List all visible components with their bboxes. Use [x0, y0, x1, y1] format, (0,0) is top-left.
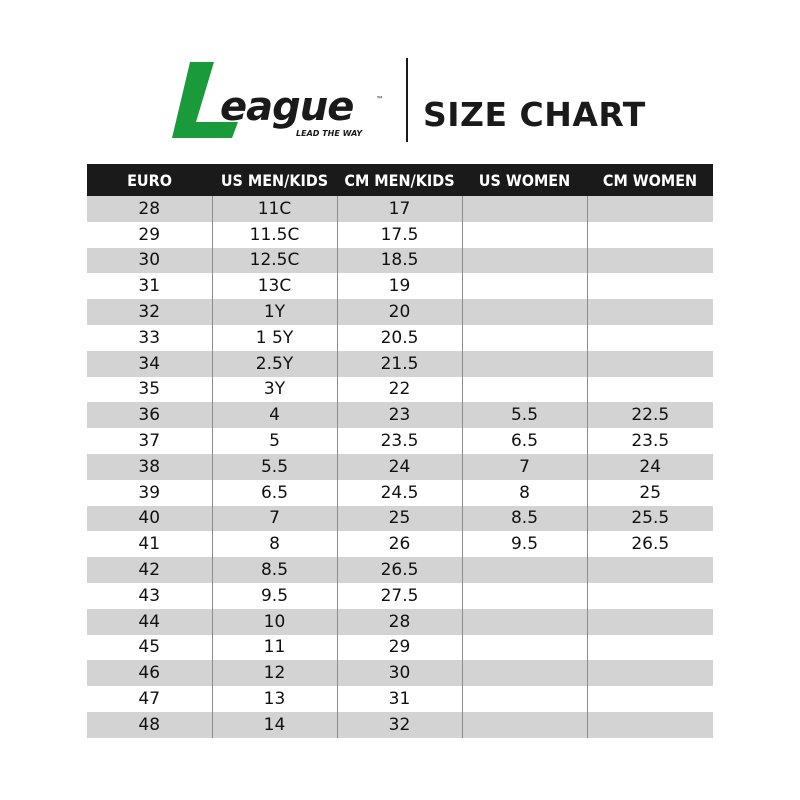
cell-euro: 38 [87, 454, 212, 480]
cell-cm-men-kids: 17 [337, 196, 462, 222]
svg-text:™: ™ [376, 95, 384, 104]
header-us-men-kids: US MEN/KIDS [212, 164, 337, 196]
table-row [87, 248, 713, 274]
cell-us-women [462, 557, 587, 583]
cell-cm-men-kids: 32 [337, 712, 462, 738]
cell-euro: 31 [87, 273, 212, 299]
cell-cm-women [587, 557, 713, 583]
cell-us-men-kids: 5.5 [212, 454, 337, 480]
cell-us-men-kids: 3Y [212, 377, 337, 403]
cell-us-women [462, 273, 587, 299]
table-row [87, 196, 713, 222]
cell-cm-women [587, 351, 713, 377]
cell-euro: 36 [87, 402, 212, 428]
cell-euro: 28 [87, 196, 212, 222]
cell-us-men-kids: 10 [212, 609, 337, 635]
cell-cm-women: 26.5 [587, 531, 713, 557]
cell-euro: 42 [87, 557, 212, 583]
cell-cm-women [587, 609, 713, 635]
cell-cm-men-kids: 24.5 [337, 480, 462, 506]
cell-us-women [462, 248, 587, 274]
cell-us-women: 5.5 [462, 402, 587, 428]
cell-cm-men-kids: 27.5 [337, 583, 462, 609]
table-row [87, 299, 713, 325]
cell-us-women [462, 609, 587, 635]
cell-euro: 47 [87, 686, 212, 712]
cell-us-women [462, 712, 587, 738]
header-divider [406, 58, 408, 142]
cell-us-men-kids: 4 [212, 402, 337, 428]
cell-cm-men-kids: 25 [337, 506, 462, 532]
table-row [87, 609, 713, 635]
cell-us-men-kids: 8 [212, 531, 337, 557]
cell-euro: 48 [87, 712, 212, 738]
table-row [87, 480, 713, 506]
cell-cm-women [587, 712, 713, 738]
cell-euro: 43 [87, 583, 212, 609]
table-body [87, 196, 713, 738]
table-row [87, 454, 713, 480]
cell-us-women [462, 299, 587, 325]
cell-cm-men-kids: 17.5 [337, 222, 462, 248]
cell-cm-men-kids: 23 [337, 402, 462, 428]
cell-us-women: 8 [462, 480, 587, 506]
table-row [87, 325, 713, 351]
cell-cm-men-kids: 18.5 [337, 248, 462, 274]
cell-cm-women: 23.5 [587, 428, 713, 454]
cell-cm-women [587, 248, 713, 274]
cell-us-women [462, 635, 587, 661]
cell-cm-men-kids: 30 [337, 660, 462, 686]
cell-cm-men-kids: 31 [337, 686, 462, 712]
cell-us-women [462, 583, 587, 609]
table-row [87, 506, 713, 532]
svg-text:eague: eague [220, 84, 354, 130]
svg-text:LEAD THE WAY: LEAD THE WAY [296, 129, 363, 138]
cell-us-men-kids: 11C [212, 196, 337, 222]
table-row [87, 531, 713, 557]
cell-us-men-kids: 2.5Y [212, 351, 337, 377]
table-row [87, 583, 713, 609]
cell-us-women [462, 222, 587, 248]
page-title: SIZE CHART [423, 95, 646, 134]
cell-us-men-kids: 11.5C [212, 222, 337, 248]
table-row [87, 402, 713, 428]
table-row [87, 428, 713, 454]
cell-cm-men-kids: 28 [337, 609, 462, 635]
cell-cm-women [587, 299, 713, 325]
cell-us-men-kids: 14 [212, 712, 337, 738]
cell-us-men-kids: 11 [212, 635, 337, 661]
page-header [0, 50, 800, 150]
table-row [87, 557, 713, 583]
header-cm-women: CM WOMEN [587, 164, 713, 196]
cell-us-men-kids: 6.5 [212, 480, 337, 506]
cell-cm-men-kids: 26.5 [337, 557, 462, 583]
cell-euro: 39 [87, 480, 212, 506]
cell-cm-women [587, 377, 713, 403]
cell-cm-men-kids: 29 [337, 635, 462, 661]
size-chart-table [87, 164, 713, 738]
header-us-women: US WOMEN [462, 164, 587, 196]
header-cm-men-kids: CM MEN/KIDS [337, 164, 462, 196]
cell-us-men-kids: 7 [212, 506, 337, 532]
cell-cm-men-kids: 20 [337, 299, 462, 325]
cell-us-women [462, 351, 587, 377]
cell-us-men-kids: 8.5 [212, 557, 337, 583]
cell-cm-women: 24 [587, 454, 713, 480]
cell-euro: 30 [87, 248, 212, 274]
cell-us-men-kids: 12 [212, 660, 337, 686]
cell-cm-women [587, 686, 713, 712]
cell-cm-men-kids: 24 [337, 454, 462, 480]
cell-cm-women [587, 660, 713, 686]
cell-us-women: 7 [462, 454, 587, 480]
cell-euro: 34 [87, 351, 212, 377]
cell-cm-women: 25 [587, 480, 713, 506]
cell-cm-women: 25.5 [587, 506, 713, 532]
cell-us-women [462, 686, 587, 712]
cell-cm-women [587, 196, 713, 222]
cell-euro: 35 [87, 377, 212, 403]
cell-us-men-kids: 9.5 [212, 583, 337, 609]
cell-euro: 45 [87, 635, 212, 661]
cell-cm-men-kids: 20.5 [337, 325, 462, 351]
cell-cm-men-kids: 22 [337, 377, 462, 403]
cell-cm-men-kids: 23.5 [337, 428, 462, 454]
cell-us-men-kids: 1 5Y [212, 325, 337, 351]
table-row [87, 273, 713, 299]
cell-euro: 33 [87, 325, 212, 351]
cell-us-women [462, 325, 587, 351]
cell-us-men-kids: 1Y [212, 299, 337, 325]
table-row [87, 712, 713, 738]
league-logo [168, 58, 398, 148]
cell-euro: 29 [87, 222, 212, 248]
cell-euro: 44 [87, 609, 212, 635]
cell-us-men-kids: 13 [212, 686, 337, 712]
cell-cm-men-kids: 21.5 [337, 351, 462, 377]
table-row [87, 686, 713, 712]
cell-us-women [462, 660, 587, 686]
cell-cm-women [587, 325, 713, 351]
header-euro: EURO [87, 164, 212, 196]
cell-us-women: 9.5 [462, 531, 587, 557]
cell-cm-women [587, 273, 713, 299]
cell-euro: 46 [87, 660, 212, 686]
cell-euro: 40 [87, 506, 212, 532]
cell-us-men-kids: 13C [212, 273, 337, 299]
cell-us-women [462, 377, 587, 403]
cell-euro: 32 [87, 299, 212, 325]
cell-us-women: 8.5 [462, 506, 587, 532]
cell-us-men-kids: 12.5C [212, 248, 337, 274]
table-row [87, 660, 713, 686]
table-row [87, 222, 713, 248]
table-row [87, 635, 713, 661]
cell-cm-women: 22.5 [587, 402, 713, 428]
table-row [87, 351, 713, 377]
cell-us-men-kids: 5 [212, 428, 337, 454]
cell-cm-women [587, 222, 713, 248]
cell-us-women: 6.5 [462, 428, 587, 454]
table-row [87, 377, 713, 403]
cell-euro: 37 [87, 428, 212, 454]
cell-cm-women [587, 583, 713, 609]
table-header-row [87, 164, 713, 196]
cell-cm-men-kids: 26 [337, 531, 462, 557]
cell-cm-men-kids: 19 [337, 273, 462, 299]
cell-us-women [462, 196, 587, 222]
cell-euro: 41 [87, 531, 212, 557]
cell-cm-women [587, 635, 713, 661]
